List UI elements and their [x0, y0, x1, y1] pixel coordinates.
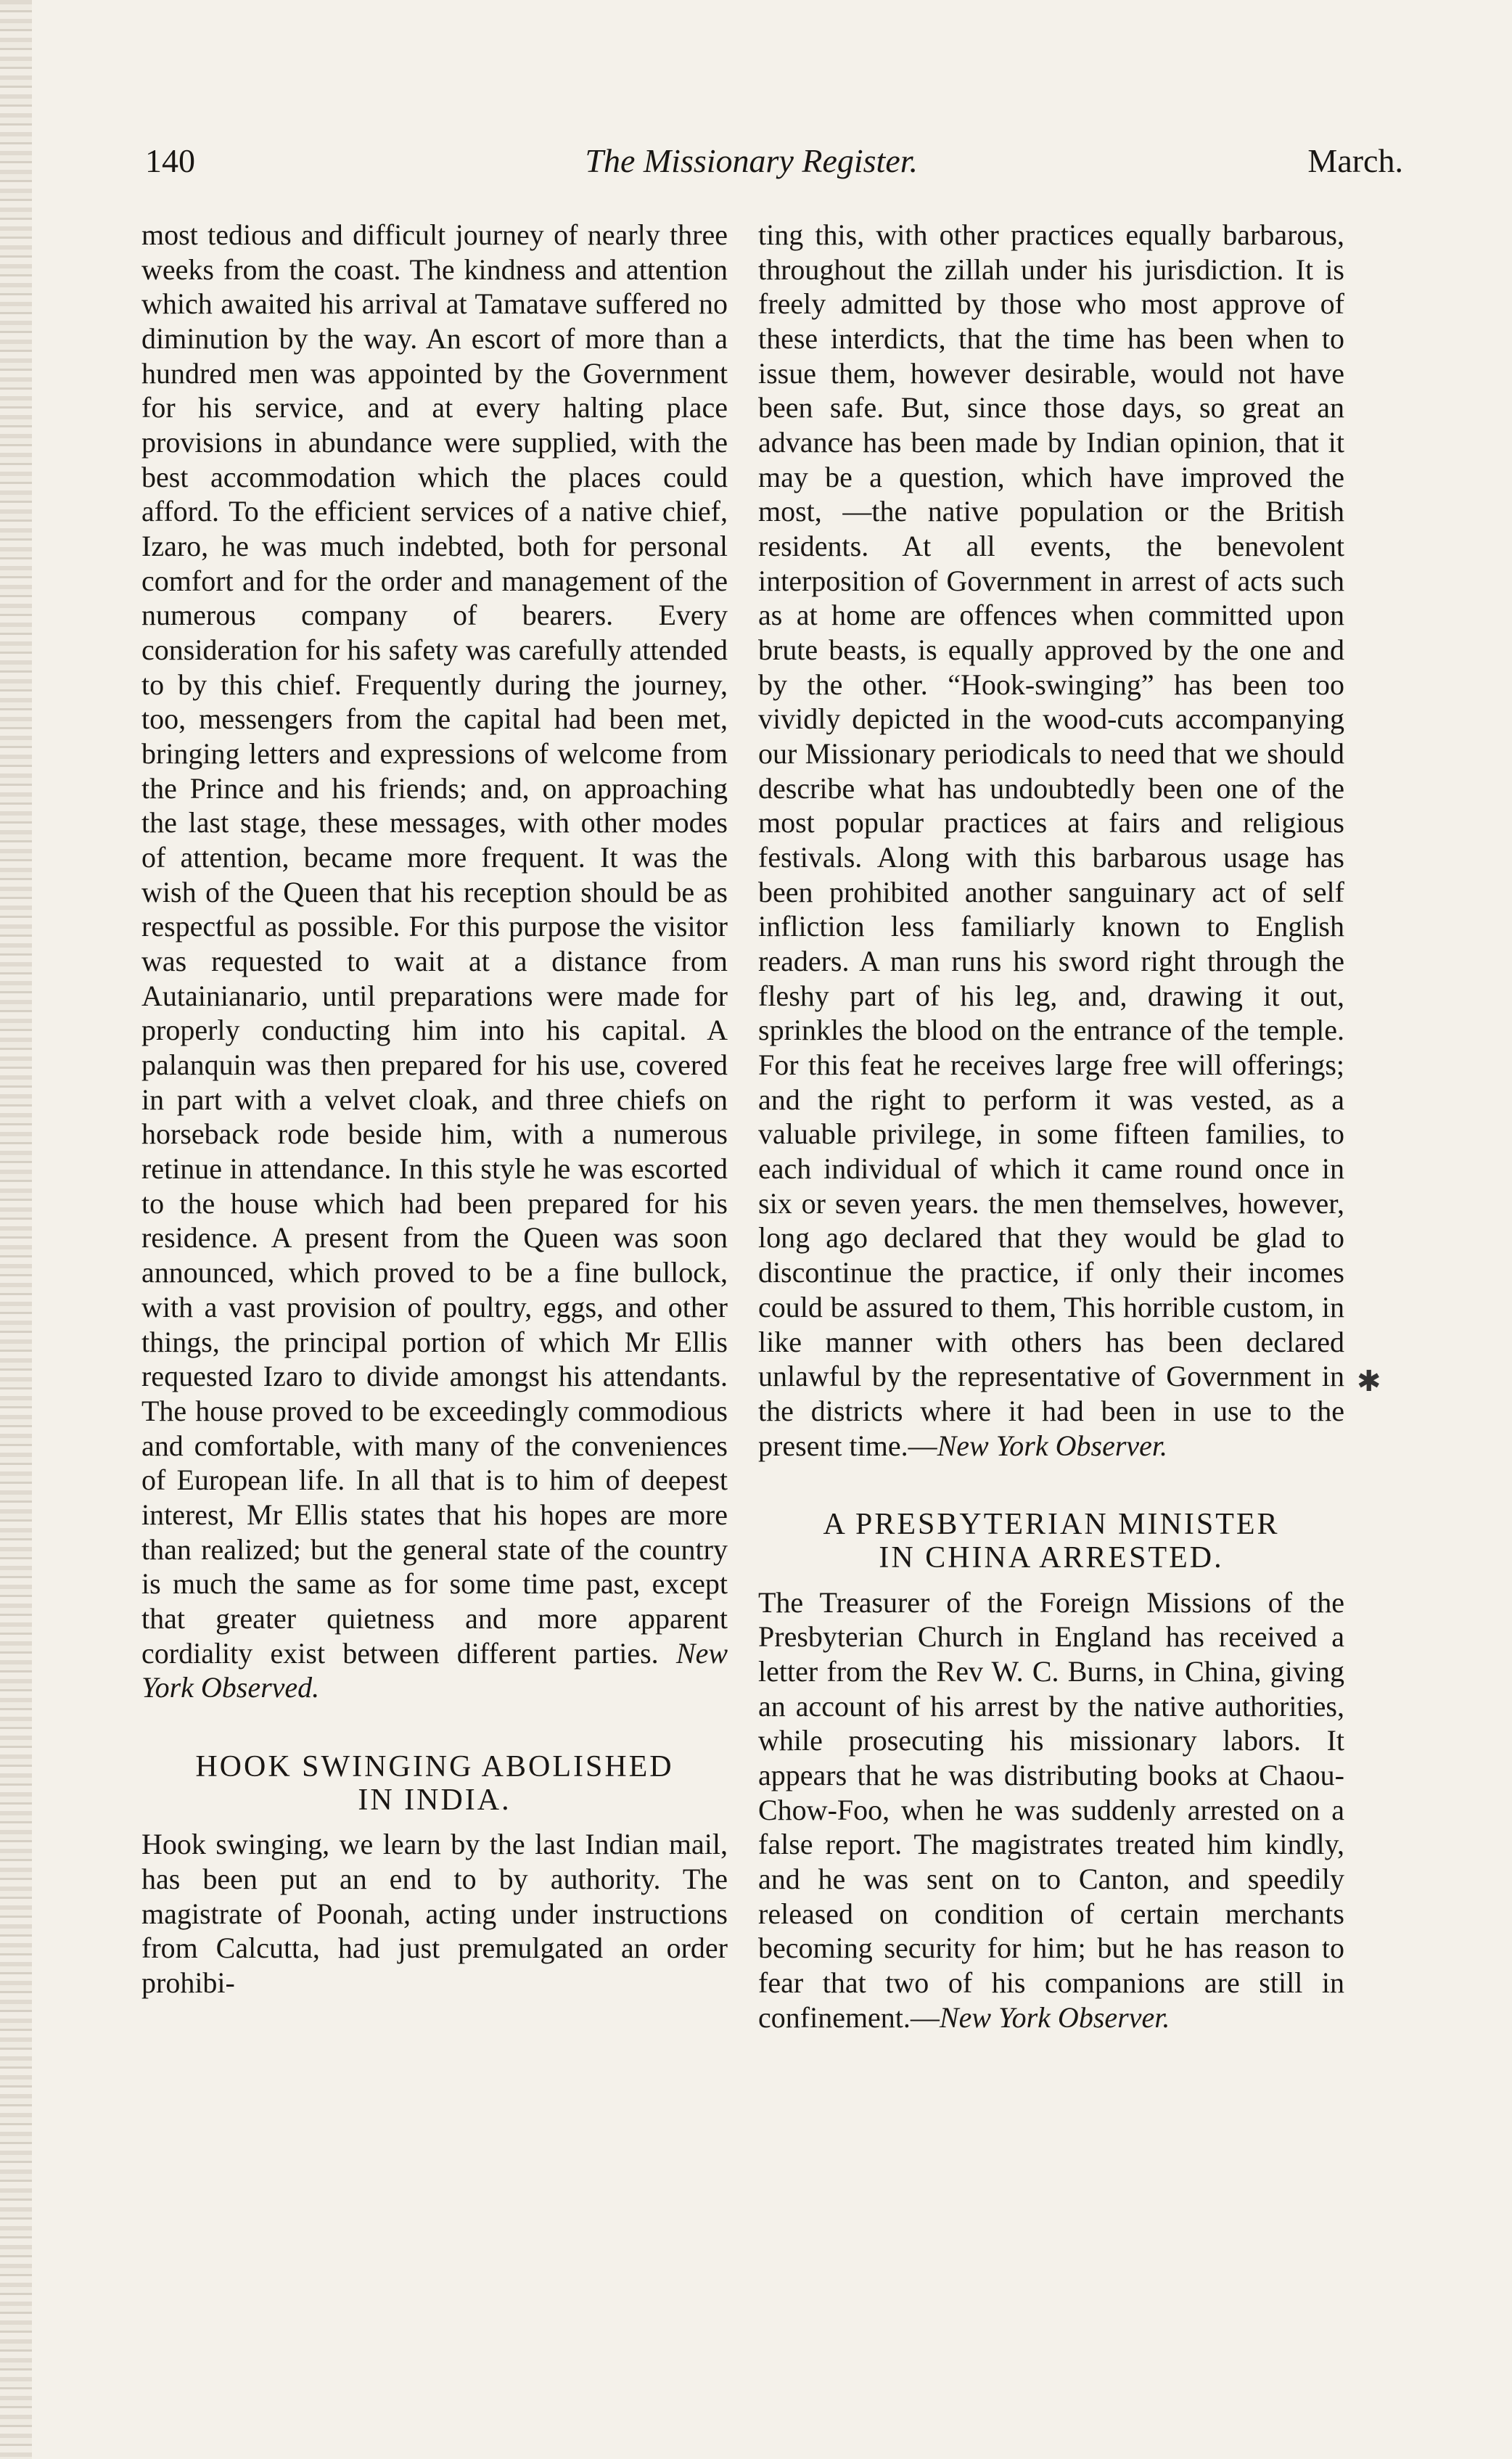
- journal-title: The Missionary Register.: [585, 142, 919, 179]
- header-month: March.: [1307, 142, 1403, 179]
- right-column: [758, 218, 1344, 2035]
- article-attribution: New York Observer.: [937, 1429, 1168, 1462]
- article-title-hook-swinging: HOOK SWINGING ABOLISHED IN INDIA.: [195, 1749, 674, 1818]
- article-attribution: New York Observer.: [939, 2000, 1170, 2034]
- running-header: [145, 141, 1403, 192]
- page-number: 140: [145, 142, 195, 179]
- continued-article-text: most tedious and difficult journey of nearly three weeks from the coast. The kindness and attention which awaited his arrival at Tamatave suffered no diminution by the way. An escort of more than a hundred men was appointed by the Government for his service, and at every halting place provisions in abundance were supplied, with the best accommodation which the places could afford. To the efficient services of a native chief, Izaro, he was much indebted, both for personal comfort and for the order and management of the numerous company of bearers. Every consideration for his safety was carefully attended to by this chief. Frequently during the journey, too, messengers from the capital had been met, bringing letters and expressions of welcome from the Prince and his friends; and, on approaching the last stage, these messages, with other modes of attention, became more frequent. It was the wish of the Queen that his reception should be as respectful as possible. For this purpose the visitor was requested to wait at a distance from Autainianario, until preparations were made for properly conducting him into his capital. A palanquin was then prepared for his use, covered in part with a velvet cloak, and three chiefs on horseback rode beside him, with a numerous retinue in attendance. In this style he was escorted to the house which had been prepared for his residence. A present from the Queen was soon announced, which proved to be a fine bullock, with a vast provision of poultry, eggs, and other things, the principal portion of which Mr Ellis requested Izaro to divide amongst his attendants. The house proved to be exceedingly commodious and comfortable, with many of the conveniences of European life. In all that is to him of deepest interest, Mr Ellis states that his hopes are more than realized; but the general state of the country is much the same as for some time past, except that greater quietness and more apparent cordiality exist between different parties. New York Observed.: [141, 218, 728, 1704]
- left-column: [141, 218, 728, 2000]
- continued-article-text: ting this, with other practices equally barbarous, throughout the zillah under his jurisdiction. It is freely admitted by those who most approve of these interdicts, that the time has been when to issue them, however desirable, would not have been safe. But, since those days, so great an advance has been made by Indian opinion, that it may be a question, which have improved the most, —the native population or the British residents. At all events, the benevolent interposition of Government in arrest of acts such as at home are offences when committed upon brute beasts, is equally approved by the one and by the other. “Hook-swinging” has been too vividly depicted in the wood-cuts accompanying our Missionary periodicals to need that we should describe what has undoubtedly been one of the most popular practices at fairs and religious festivals. Along with this barbarous usage has been prohibited another sanguinary act of self infliction less familiarly known to English readers. A man runs his sword right through the fleshy part of his leg, and, drawing it out, sprinkles the blood on the entrance of the temple. For this feat he receives large free will offerings; and the right to perform it was vested, as a valuable privilege, in some fifteen families, to each individual of which it came round once in six or seven years. the men themselves, however, long ago declared that they would be glad to discontinue the practice, if only their incomes could be assured to them, This horrible custom, in like manner with others has been declared unlawful by the representative of Government in the districts where it had been in use to the present time.—New York Observer.: [758, 218, 1344, 1462]
- ink-blot-mark: ✱: [1357, 1365, 1381, 1397]
- article-attribution: New York Observed.: [141, 1636, 728, 1704]
- page-binding-edge: [0, 0, 32, 2459]
- article-title-presbyterian-minister: A PRESBYTERIAN MINISTER IN CHINA ARRESTED.: [823, 1508, 1280, 1575]
- article-body-hook-swinging: Hook swinging, we learn by the last Indian mail, has been put an end to by authority. The magistrate of Poonah, acting under instructions from Calcutta, had just premulgated an order prohibi-: [141, 1828, 728, 1999]
- article-body-presbyterian-minister: The Treasurer of the Foreign Missions of the Presbyterian Church in England has received a letter from the Rev W. C. Burns, in China, giving an account of his arrest by the native authorities, while prosecuting his missionary labors. It appears that he was distributing books at Chaou-Chow-Foo, when he was suddenly arrested on a false report. The magistrates treated him kindly, and he was sent on to Canton, and speedily released on condition of certain merchants becoming security for him; but he has reason to fear that two of his companions are still in confinement.—New York Observer.: [758, 1585, 1344, 2034]
